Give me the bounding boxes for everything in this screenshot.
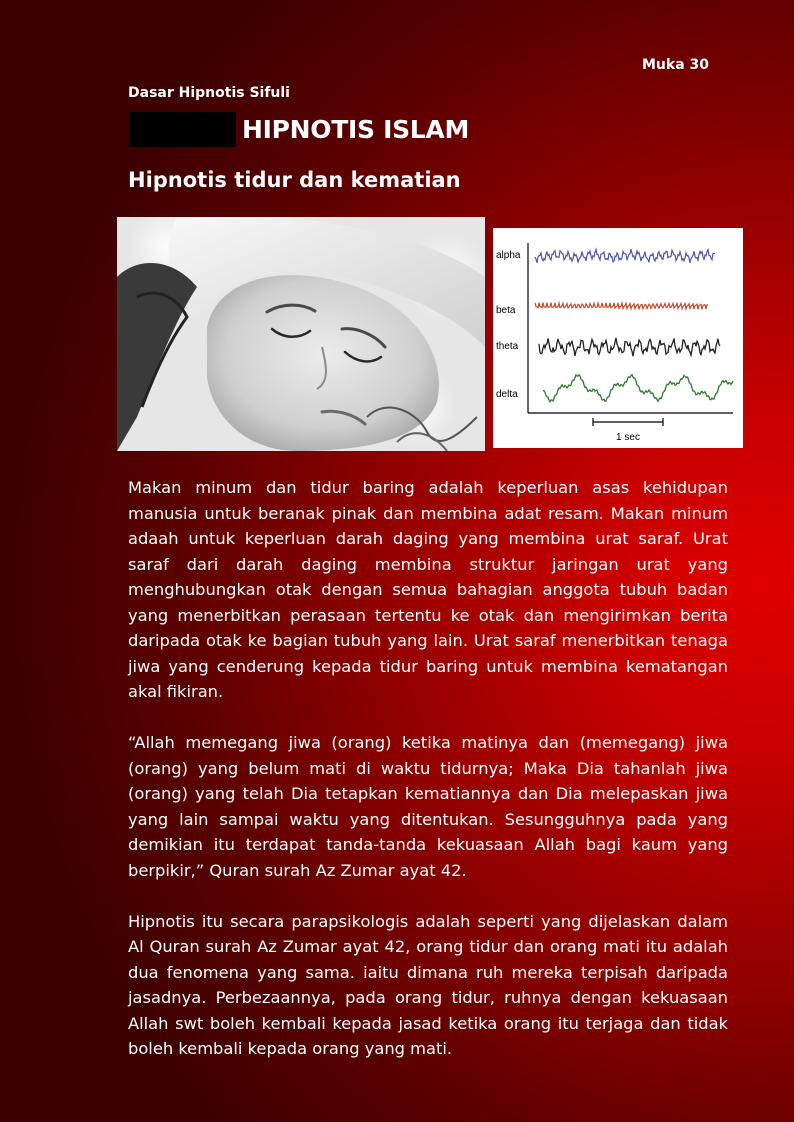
paragraph-3: Hipnotis itu secara parapsikologis adalah seperti yang dijelaskan dalam Al Quran surah Az Zumar ayat 42, orang tidur dan orang mati itu adalah dua fenomena yang sama. iaitu dimana ruh mereka terpisah daripada jasadnya. Perbezaannya, pada orang tidur, ruhnya dengan kekuasaan Allah swt boleh kembali kepada jasad ketika orang itu terjaga dan tidak boleh kembali kepada orang yang mati. [128,911,728,1058]
sleeping-woman-photo [117,217,485,451]
paragraph-2-quran-quote: “Allah memegang jiwa (orang) ketika matinya dan (memegang) jiwa (orang) yang belum mati di waktu tidurnya; Maka Dia tahanlah jiwa (orang) yang telah Dia tetapkan kematiannya dan Dia melepaskan jiwa yang lain sampai waktu yang ditentukan. Sesungguhnya pada yang demikian itu terdapat tanda-tanda kekuasaan Allah bagi kaum yang berpikir,” Quran surah Az Zumar ayat 42. [128,733,728,880]
body-text [128,475,728,1087]
paragraph-1: Makan minum dan tidur baring adalah keperluan asas kehidupan manusia untuk beranak pinak dan membina adat resam. Makan minum adaah untuk keperluan darah daging yang membina urat saraf. Urat saraf dari darah daging membina struktur jaringan urat yang menghubungkan otak dengan semua bahagian anggota tubuh badan yang menerbitkan perasaan tertentu ke otak dan mengirimkan berita daripada otak ke bagian tubuh yang lain. Urat saraf menerbitkan tenaga jiwa yang cenderung kepada tidur baring untuk membina kematangan akal fikiran. [128,478,728,701]
eeg-waves-chart [493,228,743,448]
title-row [129,112,469,147]
eeg-label-alpha: alpha [496,250,521,261]
eeg-wave-theta [539,338,720,356]
eeg-scale-label: 1 sec [616,432,640,443]
sleeping-woman-illustration [117,217,485,451]
eeg-waves-figure [493,228,743,448]
page-number: Muka 30 [642,57,710,73]
header-label: Dasar Hipnotis Sifuli [128,85,290,101]
redaction-box [129,112,236,147]
eeg-wave-delta [543,375,733,402]
section-subtitle: Hipnotis tidur dan kematian [128,168,461,192]
eeg-label-beta: beta [496,305,516,316]
page-title: HIPNOTIS ISLAM [242,115,470,144]
eeg-wave-alpha [535,249,715,262]
eeg-label-theta: theta [496,341,519,352]
eeg-wave-beta [535,303,708,310]
eeg-label-delta: delta [496,389,518,400]
